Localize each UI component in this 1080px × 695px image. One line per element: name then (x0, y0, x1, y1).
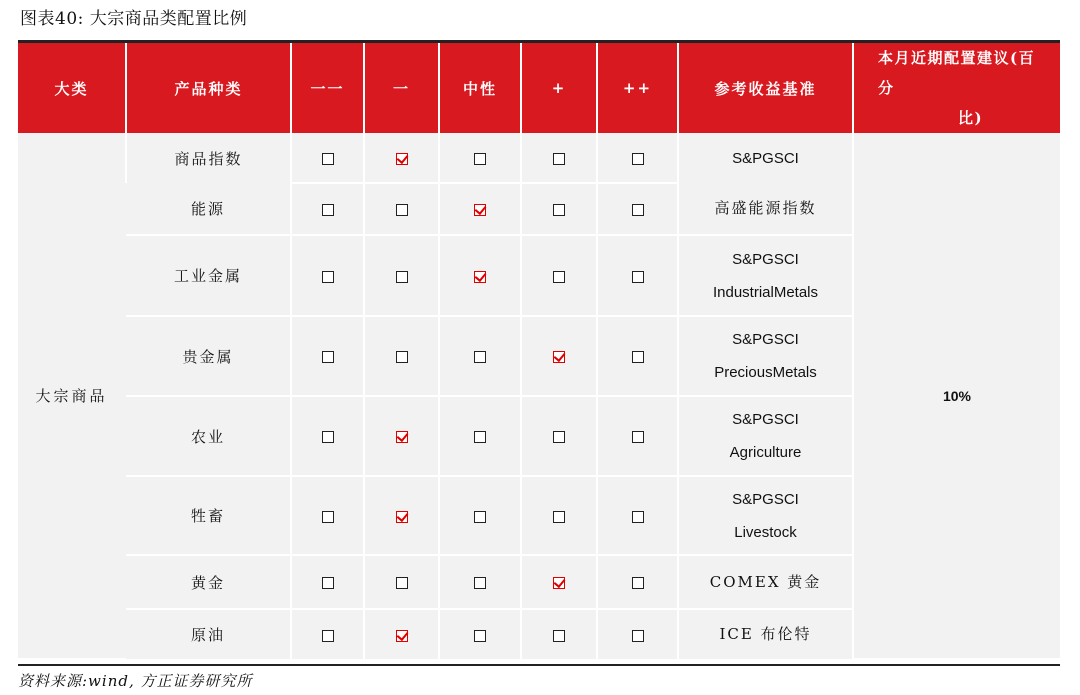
checkbox[interactable] (553, 431, 565, 443)
checkbox-cell (597, 235, 678, 316)
check-icon (396, 430, 408, 442)
header-product: 产品种类 (126, 43, 291, 133)
checkbox-cell (439, 396, 521, 476)
product-cell: 商品指数 (126, 133, 291, 183)
check-icon (475, 269, 487, 281)
benchmark-cell: S&PGSCI Agriculture (678, 396, 853, 476)
checkbox[interactable] (322, 577, 334, 589)
benchmark-cell: S&PGSCI (678, 133, 853, 183)
product-cell: 农业 (126, 396, 291, 476)
header-level-strong-underweight: 一一 (291, 43, 364, 133)
checkbox-cell (521, 316, 597, 396)
header-benchmark: 参考收益基准 (678, 43, 853, 133)
checked-checkbox[interactable] (396, 431, 408, 443)
benchmark-cell: 高盛能源指数 (678, 183, 853, 235)
checkbox[interactable] (322, 153, 334, 165)
chart-title: 图表40: 大宗商品类配置比例 (20, 9, 248, 29)
checkbox-cell (521, 396, 597, 476)
checkbox-cell (291, 476, 364, 555)
product-cell: 工业金属 (126, 235, 291, 316)
check-icon (396, 628, 408, 640)
checkbox-cell (439, 133, 521, 183)
check-icon (475, 203, 487, 215)
checkbox-cell (439, 609, 521, 659)
checkbox-cell (521, 555, 597, 609)
checkbox-cell (597, 133, 678, 183)
checkbox[interactable] (396, 577, 408, 589)
checked-checkbox[interactable] (396, 630, 408, 642)
checkbox[interactable] (474, 431, 486, 443)
checkbox[interactable] (322, 271, 334, 283)
checkbox-cell (439, 183, 521, 235)
checkbox-cell (521, 133, 597, 183)
checkbox-cell (439, 476, 521, 555)
product-cell: 原油 (126, 609, 291, 659)
checkbox[interactable] (396, 204, 408, 216)
checkbox[interactable] (632, 351, 644, 363)
checkbox-cell (291, 133, 364, 183)
checkbox-cell (597, 183, 678, 235)
source-note: 资料来源:wind, 方正证券研究所 (18, 672, 253, 690)
checkbox[interactable] (553, 511, 565, 523)
checkbox-cell (439, 316, 521, 396)
product-cell: 贵金属 (126, 316, 291, 396)
check-icon (554, 576, 566, 588)
checkbox-cell (291, 609, 364, 659)
checkbox-cell (597, 555, 678, 609)
checkbox-cell (364, 555, 439, 609)
checkbox[interactable] (474, 630, 486, 642)
checked-checkbox[interactable] (396, 153, 408, 165)
checkbox-cell (364, 609, 439, 659)
benchmark-cell: S&PGSCI IndustrialMetals (678, 235, 853, 316)
check-icon (396, 509, 408, 521)
checkbox-cell (364, 476, 439, 555)
bottom-rule (18, 664, 1060, 666)
checkbox-cell (364, 396, 439, 476)
benchmark-cell: COMEX 黄金 (678, 555, 853, 609)
checkbox-cell (439, 555, 521, 609)
category-cell: 大宗商品 (18, 133, 126, 659)
product-cell: 能源 (126, 183, 291, 235)
checkbox[interactable] (322, 204, 334, 216)
checkbox-cell (597, 396, 678, 476)
allocation-table (18, 43, 1060, 660)
allocation-cell: 10% (853, 133, 1060, 659)
checkbox[interactable] (474, 577, 486, 589)
checkbox-cell (521, 609, 597, 659)
checkbox[interactable] (474, 511, 486, 523)
checkbox-cell (597, 476, 678, 555)
checked-checkbox[interactable] (396, 511, 408, 523)
checkbox[interactable] (396, 271, 408, 283)
checkbox[interactable] (632, 153, 644, 165)
checked-checkbox[interactable] (553, 577, 565, 589)
product-cell: 黄金 (126, 555, 291, 609)
checkbox-cell (291, 396, 364, 476)
checkbox-cell (291, 235, 364, 316)
checkbox-cell (364, 316, 439, 396)
header-level-strong-overweight: ++ (597, 43, 678, 133)
checked-checkbox[interactable] (474, 204, 486, 216)
checkbox[interactable] (632, 630, 644, 642)
header-level-underweight: 一 (364, 43, 439, 133)
checkbox[interactable] (553, 630, 565, 642)
benchmark-cell: S&PGSCI Livestock (678, 476, 853, 555)
checkbox[interactable] (632, 577, 644, 589)
benchmark-cell: ICE 布伦特 (678, 609, 853, 659)
checkbox-cell (439, 235, 521, 316)
checked-checkbox[interactable] (553, 351, 565, 363)
table-row (18, 133, 1060, 183)
checkbox-cell (291, 316, 364, 396)
checkbox-cell (521, 476, 597, 555)
checkbox-cell (291, 555, 364, 609)
checkbox[interactable] (553, 204, 565, 216)
checkbox[interactable] (553, 153, 565, 165)
header-allocation: 本月近期配置建议(百分 比) (853, 43, 1060, 133)
checkbox[interactable] (396, 351, 408, 363)
checkbox-cell (521, 235, 597, 316)
check-icon (554, 350, 566, 362)
checkbox[interactable] (474, 351, 486, 363)
checkbox[interactable] (632, 271, 644, 283)
check-icon (396, 151, 408, 163)
checkbox-cell (364, 133, 439, 183)
checkbox[interactable] (474, 153, 486, 165)
benchmark-cell: S&PGSCI PreciousMetals (678, 316, 853, 396)
header-level-overweight: + (521, 43, 597, 133)
checkbox[interactable] (322, 511, 334, 523)
checkbox[interactable] (553, 271, 565, 283)
product-cell: 牲畜 (126, 476, 291, 555)
header-row (18, 43, 1060, 133)
checkbox-cell (597, 316, 678, 396)
header-category: 大类 (18, 43, 126, 133)
checkbox[interactable] (322, 630, 334, 642)
checkbox-cell (597, 609, 678, 659)
checkbox[interactable] (632, 431, 644, 443)
checkbox[interactable] (322, 431, 334, 443)
checkbox-cell (364, 183, 439, 235)
checked-checkbox[interactable] (474, 271, 486, 283)
checkbox-cell (291, 183, 364, 235)
checkbox[interactable] (322, 351, 334, 363)
checkbox[interactable] (632, 511, 644, 523)
checkbox-cell (364, 235, 439, 316)
checkbox-cell (521, 183, 597, 235)
checkbox[interactable] (632, 204, 644, 216)
header-level-neutral: 中性 (439, 43, 521, 133)
